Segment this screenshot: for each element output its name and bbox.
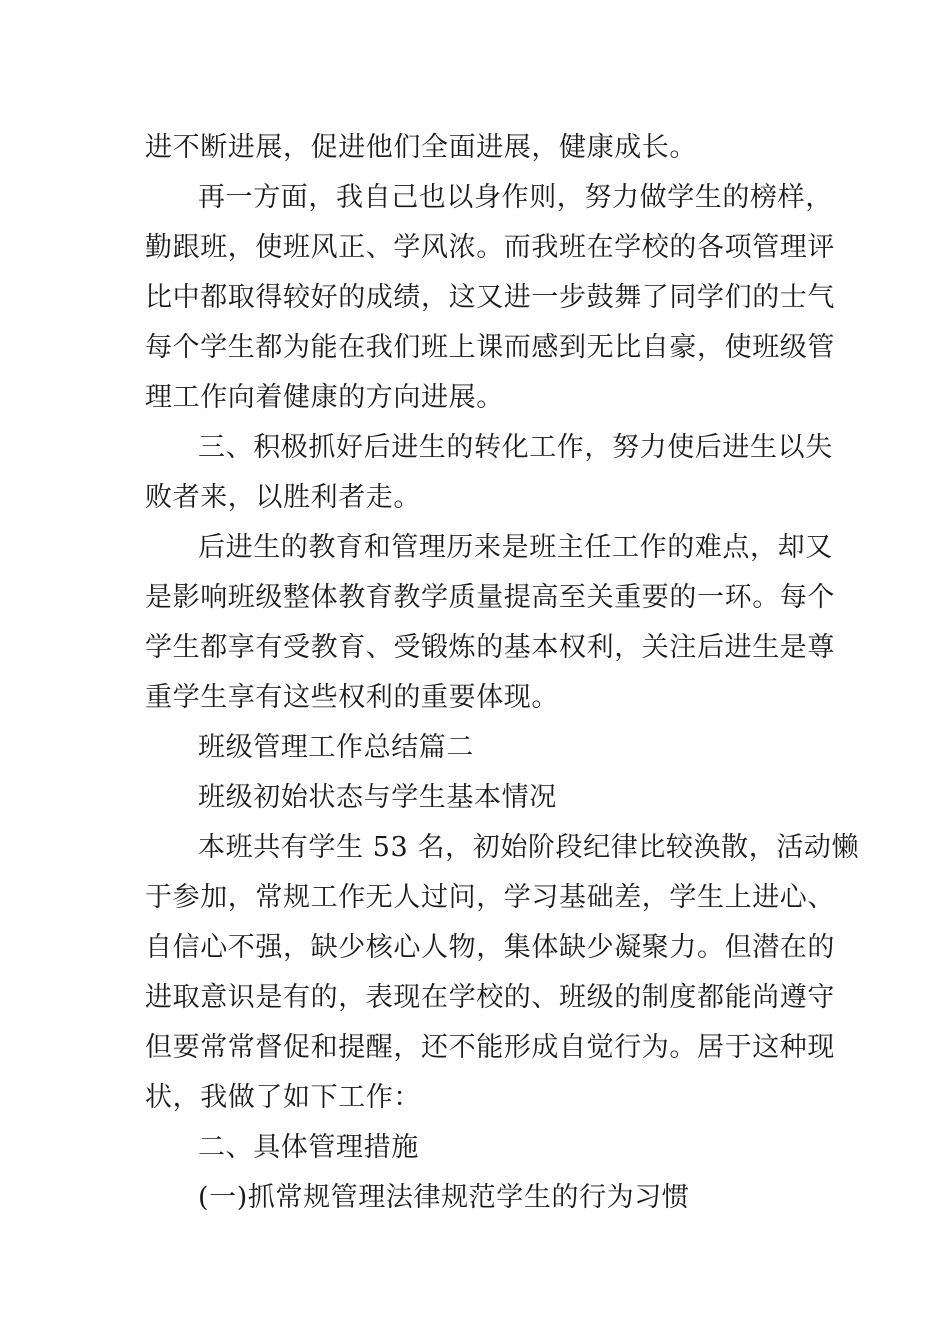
text-line-19: 但要常常督促和提醒，还不能形成自觉行为。居于这种现 <box>145 1032 835 1063</box>
list-heading: 二、具体管理措施 <box>198 1132 419 1163</box>
text-line-1: 进不断进展，促进他们全面进展，健康成长。 <box>145 132 697 163</box>
text-line-3: 勤跟班，使班风正、学风浓。而我班在学校的各项管理评 <box>145 232 835 263</box>
text-line-9: 后进生的教育和管理历来是班主任工作的难点，却又 <box>198 532 833 563</box>
text-line-4: 比中都取得较好的成绩，这又进一步鼓舞了同学们的士气 <box>145 282 835 313</box>
text-line-2: 再一方面，我自己也以身作则，努力做学生的榜样， <box>198 182 833 213</box>
text-line-5: 每个学生都为能在我们班上课而感到无比自豪，使班级管 <box>145 332 835 363</box>
text-line-11: 学生都享有受教育、受锻炼的基本权利，关注后进生是尊 <box>145 632 835 663</box>
section-heading: 班级管理工作总结篇二 <box>198 732 474 763</box>
subsection-heading: 班级初始状态与学生基本情况 <box>198 782 557 813</box>
text-line-8: 败者来，以胜利者走。 <box>145 482 421 513</box>
text-line-10: 是影响班级整体教育教学质量提高至关重要的一环。每个 <box>145 582 835 613</box>
text-line-7: 三、积极抓好后进生的转化工作，努力使后进生以失 <box>198 432 833 463</box>
list-item: (一)抓常规管理法律规范学生的行为习惯 <box>198 1182 690 1213</box>
text-line-20: 状，我做了如下工作： <box>145 1082 421 1113</box>
text-line-6: 理工作向着健康的方向进展。 <box>145 382 504 413</box>
text-line-12: 重学生享有这些权利的重要体现。 <box>145 682 559 713</box>
text-line-18: 进取意识是有的，表现在学校的、班级的制度都能尚遵守 <box>145 982 835 1013</box>
text-line-15: 本班共有学生 53 名，初始阶段纪律比较涣散，活动懒 <box>198 832 860 863</box>
text-line-17: 自信心不强，缺少核心人物，集体缺少凝聚力。但潜在的 <box>145 932 835 963</box>
text-line-16: 于参加，常规工作无人过问，学习基础差，学生上进心、 <box>145 882 835 913</box>
